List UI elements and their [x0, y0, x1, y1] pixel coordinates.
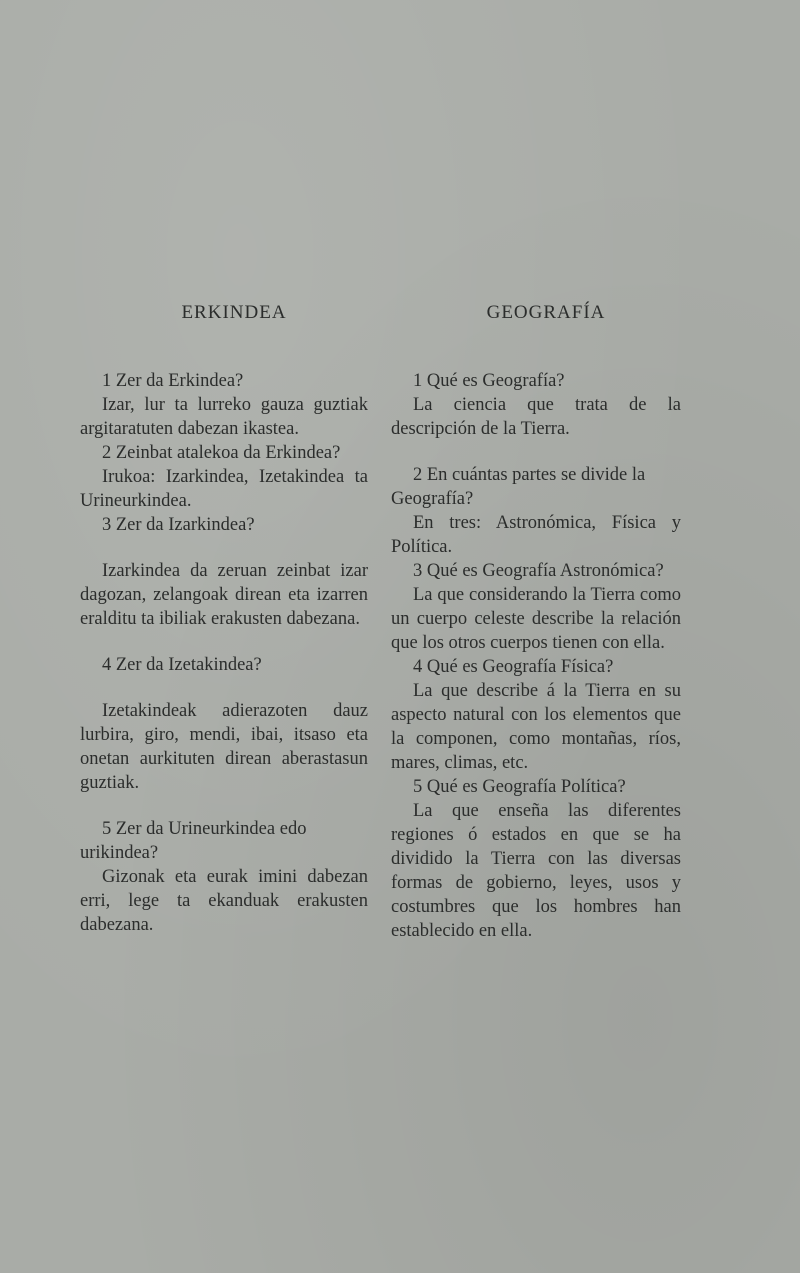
answer: Irukoa: Izarkindea, Izetakindea ta Urineurkindea. [80, 467, 368, 511]
qa-item [391, 463, 681, 559]
answer: Gizonak eta eurak imini dabezan erri, lege ta ekanduak erakusten dabezana. [80, 867, 368, 935]
spacer [391, 441, 681, 463]
spacer [80, 631, 368, 653]
qa-item [80, 817, 368, 937]
answer: La que considerando la Tierra como un cuerpo celeste describe la relación que los otros cuerpos tienen con ella. [391, 585, 681, 653]
question: 5 Qué es Geografía Política? [413, 777, 626, 797]
question: 2 En cuántas partes se divide la Geografía? [391, 465, 646, 509]
qa-item [80, 369, 368, 441]
spanish-qa-list [391, 369, 681, 943]
spacer [80, 795, 368, 817]
qa-item [391, 559, 681, 655]
answer: La que enseña las diferentes regiones ó estados en que se ha dividido la Tierra con las diversas formas de gobierno, leyes, usos y costumbres que los hombres han establecido en ella. [391, 801, 681, 941]
qa-item [391, 369, 681, 441]
basque-column [80, 298, 368, 937]
basque-qa-list [80, 369, 368, 937]
question: 2 Zeinbat atalekoa da Erkindea? [102, 443, 341, 463]
question: 3 Zer da Izarkindea? [102, 515, 255, 535]
question: 4 Qué es Geografía Física? [413, 657, 614, 677]
qa-item [80, 441, 368, 513]
qa-item [80, 653, 368, 795]
question: 1 Zer da Erkindea? [102, 371, 244, 391]
answer: En tres: Astronómica, Física y Política. [391, 513, 681, 557]
spanish-column-title: GEOGRAFÍA [486, 302, 606, 323]
spanish-column [391, 298, 681, 943]
question: 3 Qué es Geografía Astronómica? [413, 561, 664, 581]
answer: Izetakindeak adierazoten dauz lurbira, giro, mendi, ibai, itsaso eta onetan aurkituten direan aberastasun guztiak. [80, 701, 368, 793]
answer: Izar, lur ta lurreko gauza guztiak argitaratuten dabezan ikastea. [80, 395, 368, 439]
qa-item [391, 655, 681, 775]
answer: Izarkindea da zeruan zeinbat izar dagozan, zelangoak direan eta izarren eralditu ta ibiliak erakusten dabezana. [80, 561, 368, 629]
basque-column-title: ERKINDEA [181, 302, 287, 323]
answer: La ciencia que trata de la descripción de la Tierra. [391, 395, 681, 439]
question: 5 Zer da Urineurkindea edo urikindea? [80, 819, 307, 863]
question: 4 Zer da Izetakindea? [102, 655, 262, 675]
qa-item [80, 513, 368, 631]
answer: La que describe á la Tierra en su aspecto natural con los elementos que la componen, como montañas, ríos, mares, climas, etc. [391, 681, 681, 773]
spacer [80, 537, 368, 559]
qa-item [391, 775, 681, 943]
question: 1 Qué es Geografía? [413, 371, 565, 391]
spacer [80, 677, 368, 699]
